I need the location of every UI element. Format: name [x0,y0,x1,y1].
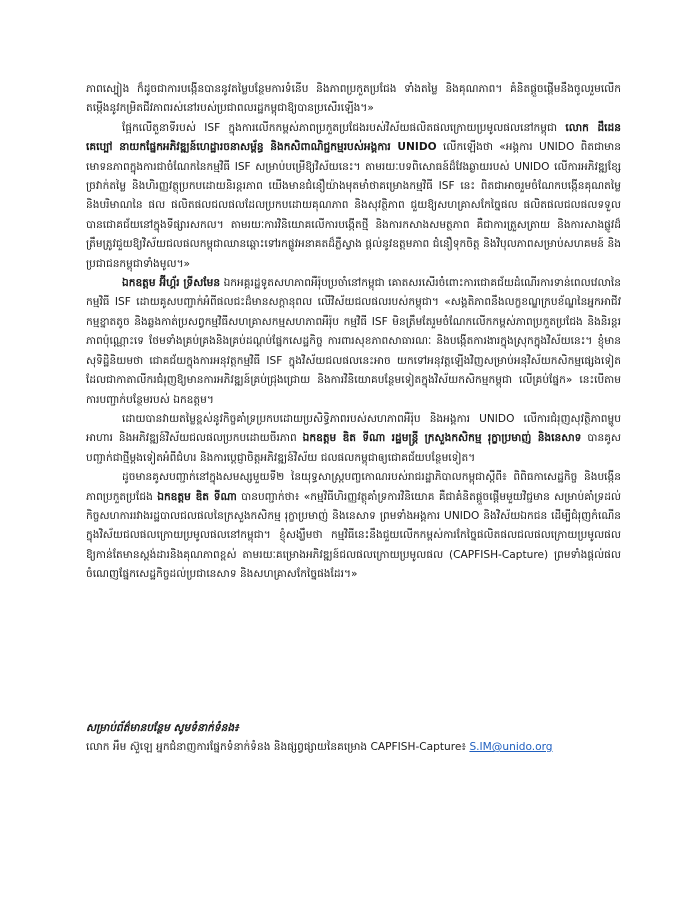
bold-name-text: ឯកឧត្តម ឌិត ទីណា [157,490,237,503]
contact-text: លោក អឹម ស៊ួឡេ អ្នកជំនាញការផ្នែកទំនាក់ទំនង និងផ្សព្វផ្សាយនៃគម្រោង CAPFISH-Capture៖ [86,741,470,753]
bold-name-text: ឯកឧត្តម អ៊ីហ្គ័រ ទ្រីសមែន [122,277,221,290]
paragraph-text: ឯកអគ្គរដ្ឋទូតសហភាពអឺរ៉ុបប្រចាំនៅកម្ពុជា គោតសរសើរចំពោះការជោគជ័យដំណើរការទាន់ពេលវេលានៃកម្មវិធី ISF ដោយគូសបញ្ជាក់អំពីផលជះដ៏មានសក្តានុពល លើវិស័យជលផលរបស់កម្ពុជា។ «សង្គតិភាពនឹងលក្ខខណ្ឌក្របខ័ណ្ឌនៃអ្នកអាជីវកម្មខ្នាតតូច និងឆ្លងកាត់ប្រសព្វកម្មវិធីសហគ្រាសកម្មសហភាពអឺរ៉ុប កម្មវិធី ISF មិនត្រឹមតែរួមចំណែកលើកកម្ពស់ភាពប្រកួតប្រជែង និងនិរន្តរភាពប៉ុណ្ណោះទេ ថែមទាំងគ្រប់គ្រងនិងគ្រប់ដណ្តប់ផ្នែកសេដ្ឋកិច្ច ការពារសុខភាពសាធារណៈ និងបង្កើតការងារក្នុងស្រុកក្នុងវិស័យនេះ។ ខ្ញុំមានសុទិដ្ឋិនិយមថា ជោគជ័យក្នុងការអនុវត្តកម្មវិធី ISF ក្នុងវិស័យជលផលនេះអាច យកទៅអនុវត្តឡើងវិញសម្រាប់អនុវិស័យកសិកម្មផ្សេងទៀត ដែលជាកាតាលីករជំរុញឱ្យមានការអភិវឌ្ឍន៍គ្រប់ជ្រុងជ្រោយ និងការវិនិយោគបន្ថែមទៀតក្នុងវិស័យកសិកម្មកម្ពុជា លើគ្រប់ផ្នែក» នេះបើតាមការបញ្ជាក់បន្ថែមរបស់ ឯកឧត្តម។ [86,277,621,406]
contact-section [86,719,621,757]
paragraph-4 [86,468,621,584]
contact-line [86,738,621,757]
contact-heading: សម្រាប់ព័ត៌មានបន្ថែម សូមទំនាក់ទំនង៖ [86,722,239,734]
paragraph-1 [86,119,621,274]
paragraph-text: បានបញ្ជាក់ថា៖ «កម្មវិធីហិរញ្ញវត្ថុគាំទ្រការវិនិយោគ គឺជាគំនិតផ្តួចផ្តើមមួយវិជ្ជមាន សម្រាប់គាំទ្រដល់កិច្ចសហការរវាងរដ្ឋបាលជលផលនៃក្រសួងកសិកម្ម រុក្ខាប្រមាញ់ និងនេសាទ ព្រមទាំងអង្គការ UNIDO និងវិស័យឯកជន ដើម្បីជំរុញកំណើនក្នុងវិស័យជលផលក្រោយប្រមូលផលនៅកម្ពុជា។ ខ្ញុំសង្ឃឹមថា កម្មវិធីនេះនឹងជួយលើកកម្ពស់ការកែច្នៃផលិតផលជលផលក្រោយប្រមូលផល ឱ្យកាន់តែមានស្តង់ដារនិងគុណភាពខ្ពស់ តាមរយៈគម្រោងអភិវឌ្ឍន៍ជលផលក្រោយប្រមូលផល (CAPFISH-Capture) ព្រមទាំងផ្តល់ផលចំណេញផ្នែកសេដ្ឋកិច្ចដល់ប្រជានេសាទ និងសហគ្រាសកែច្នៃផងដែរ។» [86,490,622,581]
paragraph-2 [86,274,621,410]
contact-email-link[interactable]: S.IM@unido.org [469,741,553,753]
paragraph-0 [86,80,621,119]
paragraph-text: លើកឡើងថា «អង្គការ UNIDO ពិតជាមានមោទនភាពក្នុងការជាចំណែកនៃកម្មវិធី ISF សម្រាប់បម្រើឱ្យវិស័យនេះ។ តាមរយៈបទពិសោធន៍ដ៏វែងឆ្ងាយរបស់ UNIDO លើការអភិវឌ្ឍខ្សែច្រវាក់តម្លៃ និងហិរញ្ញវត្ថុប្រកបដោយនិរន្តរភាព យើងមានជំនឿយ៉ាងមុតមាំថាគម្រោងកម្មវិធី ISF នេះ ពិតជាអាចរួមចំណែកបង្កើនគុណតម្លៃ និងបរិមាណនៃ ផល ផលិតផលជលផលដែលប្រកបដោយគុណភាព និងសុវត្ថិភាព ជួយឱ្យសហគ្រាសកែច្នៃផល ផលិតផលជលផលទទួលបានជោគជ័យនៅក្នុងទីផ្សារសកល។ តាមរយៈការវិនិយោគលើការបង្កើតថ្មី និងការកសាងសមត្ថភាព គឺជាការត្រួសត្រាយ និងការសាងផ្លូវដ៏ត្រឹមត្រូវជួយឱ្យវិស័យជលផលកម្ពុជាឈានឆ្ពោះទៅរកផ្លូវអនាគតដ៏ភ្លឺស្វាង ផ្តល់នូវឧត្តមភាព ជំនឿទុកចិត្ត និងវិបុលភាពសម្រាប់សហគមន៍ និងប្រជាជនកម្ពុជាទាំងមូល។» [86,141,621,270]
bold-name-text: លោក ដឹដេន គេប្បៅ នាយកផ្នែកអភិវឌ្ឍន៍ហេដ្ឋារចនាសម្ព័ន្ធ និងកសិពាណិជ្ជកម្មរបស់អង្គការ UNIDO [86,121,621,154]
body-text [86,80,621,585]
paragraph-text: ភាពស្បៀង ក៏ដូចជាការបង្កើនបាននូវតម្លៃបន្ថែមការទំនើប និងភាពប្រកួតប្រជែង ទាំងតម្លៃ និងគុណភាព។ គំនិតផ្តួចផ្តើមនឹងចូលរួមលើកតម្កើងនូវកម្រិតជីវភាពរស់នៅរបស់ប្រជាពលរដ្ឋកម្ពុជាឱ្យបានប្រសើរឡើង។» [86,83,621,115]
bold-name-text: ឯកឧត្តម ឌិត ទីណា រដ្ឋមន្ត្រី ក្រសួងកសិកម្ម រុក្ខាប្រមាញ់ និងនេសាទ [302,432,582,445]
paragraph-text: ដូចមានគូសបញ្ជាក់នៅក្នុងសមស្សមួយទី២ នៃយុទ្ធសាស្ត្របញ្ចកោណរបស់រាជរដ្ឋាភិបាលកម្ពុជាស្តីពី៖ ពិពិធកាសេដ្ឋកិច្ច និងបង្កើនភាពប្រកួតប្រជែង [86,471,621,503]
paragraph-text: បានគូសបញ្ជាក់ជាថ្មីម្តងទៀតអំពីជំហរ និងការប្តេជ្ញាចិត្តអភិវឌ្ឍន៍វិស័យ ជលផលកម្ពុជាឲ្យជោគជ័យបន្ថែមទៀត។ [86,432,622,464]
paragraph-3 [86,410,621,468]
paragraph-text: ផ្អែកលើតួនាទីរបស់ ISF ក្នុងការលើកកម្ពស់ភាពប្រកួតប្រជែងរបស់វិស័យផលិតផលក្រោយប្រមូលផលនៅកម្ពុជា [122,121,566,134]
paragraph-text: ដោយបានវាយតម្លៃខ្ពស់នូវកិច្ចគាំទ្រប្រកបដោយប្រសិទ្ធិភាពរបស់សហភាពអឺរ៉ុប និងអង្គការ UNIDO លើការជំរុញសុវត្ថិភាពម្ហូបអាហារ និងអភិវឌ្ឍន៍វិស័យជលផលប្រកបដោយចីរភាព [86,412,621,445]
